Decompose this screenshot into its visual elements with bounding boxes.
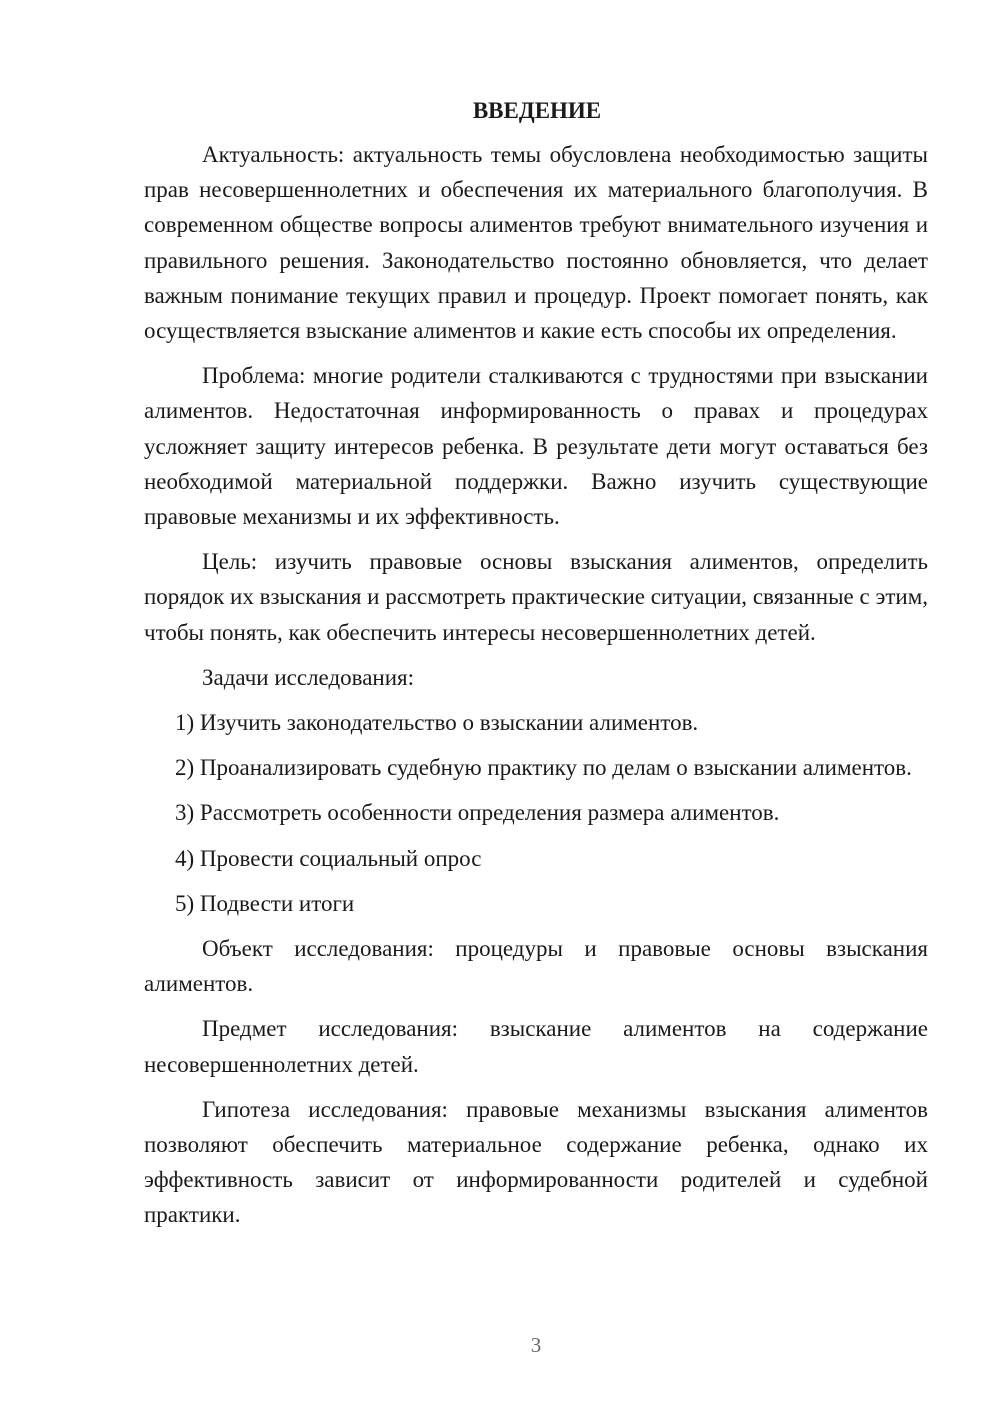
paragraph-goal: Цель: изучить правовые основы взыскания алиментов, определить порядок их взыскания и рассмотреть практические ситуации, связанные с этим, чтобы понять, как обеспечить интересы несовершеннолетних детей. bbox=[144, 549, 928, 645]
task-item-5: 5) Подвести итоги bbox=[175, 890, 355, 916]
paragraph-hypothesis: Гипотеза исследования: правовые механизмы взыскания алиментов позволяют обеспечить материальное содержание ребенка, однако их эффективность зависит от информированности родителей и судебной практики. bbox=[144, 1096, 928, 1228]
task-item-1: 1) Изучить законодательство о взыскании алиментов. bbox=[175, 710, 699, 736]
section-title: ВВЕДЕНИЕ bbox=[472, 98, 602, 123]
paragraph-relevance: Актуальность: актуальность темы обусловлена необходимостью защиты прав несовершеннолетних и обеспечения их материального благополучия. В современном обществе вопросы алиментов требуют внимательного изучения и правильного решения. Законодательство постоянно обновляется, что делает важным понимание текущих правил и процедур. Проект помогает понять, как осуществляется взыскание алиментов и какие есть способы их определения. bbox=[144, 142, 928, 344]
page-content bbox=[144, 95, 928, 1233]
task-item-2: 2) Проанализировать судебную практику по делам о взыскании алиментов. bbox=[175, 755, 912, 781]
paragraph-subject: Предмет исследования: взыскание алиментов на содержание несовершеннолетних детей. bbox=[144, 1016, 928, 1077]
page-number: 3 bbox=[530, 1333, 542, 1357]
task-item-4: 4) Провести социальный опрос bbox=[175, 845, 482, 871]
task-item-3: 3) Рассмотреть особенности определения размера алиментов. bbox=[175, 800, 780, 826]
paragraph-tasks-heading: Задачи исследования: bbox=[202, 664, 415, 690]
paragraph-object: Объект исследования: процедуры и правовые основы взыскания алиментов. bbox=[144, 936, 928, 997]
paragraph-problem: Проблема: многие родители сталкиваются с трудностями при взыскании алиментов. Недостаточная информированность о правах и процедурах усложняет защиту интересов ребенка. В результате дети могут оставаться без необходимой материальной поддержки. Важно изучить существующие правовые механизмы и их эффективность. bbox=[144, 363, 928, 530]
